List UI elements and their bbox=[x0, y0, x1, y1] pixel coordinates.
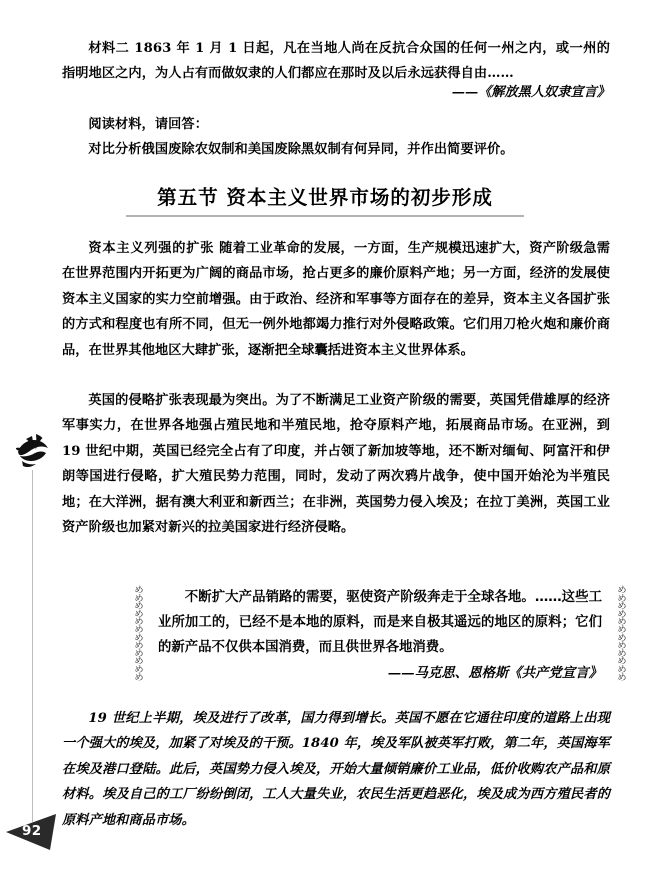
quotation-text: 不断扩大产品销路的需要，驱使资产阶级奔走于全球各地。……这些工业所加工的，已经不是本地的原料，而是来自极其遥远的地区的原料；它们的新产品不仅供本国消费，而且供世界各地消费。 bbox=[158, 590, 602, 656]
page-number-label: 92 bbox=[22, 823, 42, 839]
section-heading-rule bbox=[126, 215, 524, 217]
margin-ornament-icon bbox=[10, 428, 56, 474]
paragraph-british-expansion: 英国的侵略扩张表现最为突出。为了不断满足工业资产阶级的需要，英国凭借雄厚的经济军事实力，在世界各地强占殖民地和半殖民地，抢夺原料产地，拓展商品市场。在亚洲，到 19 世纪中期，英国已经完全占有了印度，并占领了新加坡等地，还不断对缅甸、阿富汗和伊朗等国进行侵略，扩大殖民势力范围，同时，发动了两次鸦片战争，使中国开始沦为半殖民地；在大洋洲，据有澳大利亚和新西兰；在非洲，英国势力侵入埃及；在拉丁美洲，英国工业资产阶级也加紧对新兴的拉美国家进行经济侵略。 bbox=[62, 393, 610, 536]
ornamental-rail-right-icon bbox=[615, 583, 628, 695]
section-heading bbox=[0, 182, 650, 217]
material-excerpt-text: 材料二 1863 年 1 月 1 日起，凡在当地人尚在反抗合众国的任何一州之内，或一州的指明地区之内，为人占有而做奴隶的人们都应在那时及以后永远获得自由…… bbox=[62, 41, 610, 82]
rail-motif-left: めめめめめめめめめめめめ bbox=[134, 586, 143, 683]
reading-prompt-line-1: 阅读材料，请回答： bbox=[88, 117, 208, 132]
quotation-attribution: ——马克思、恩格斯《共产党宣言》 bbox=[387, 665, 602, 681]
material-attribution: ——《解放黑人奴隶宣言》 bbox=[451, 85, 610, 100]
ornamental-rail-left-icon bbox=[132, 583, 145, 695]
paragraph-capitalist-powers-expansion bbox=[62, 236, 610, 363]
paragraph-egypt-reform: 19 世纪上半期，埃及进行了改革，国力得到增长。英国不愿在它通往印度的道路上出现一个强大的埃及，加紧了对埃及的干预。1840 年，埃及军队被英军打败，第二年，英国海军在埃及港口登陆。此后，英国势力侵入埃及，开始大量倾销廉价工业品，低价收购农产品和原材料。埃及自己的工厂纷纷倒闭，工人大量失业，农民生活更趋恶化，埃及成为西方殖民者的原料产地和商品市场。 bbox=[62, 711, 610, 828]
margin-stem-line bbox=[32, 470, 33, 822]
quotation-box bbox=[132, 583, 628, 695]
paragraph-1-body: 随着工业革命的发展，一方面，生产规模迅速扩大，资产阶级急需在世界范围内开拓更为广阔的商品市场，抢占更多的廉价原料产地；另一方面，经济的发展使资本主义国家的实力空前增强。由于政治、经济和军事等方面存在的差异，资本主义各国扩张的方式和程度也有所不同，但无一例外地都竭力推行对外侵略政策。它们用刀枪火炮和廉价商品，在世界其他地区大肆扩张，逐渐把全球囊括进资本主义世界体系。 bbox=[62, 241, 610, 358]
rail-motif-right: めめめめめめめめめめめめ bbox=[617, 586, 626, 683]
page-number-badge bbox=[6, 812, 60, 852]
paragraph-lead-term: 资本主义列强的扩张 bbox=[88, 241, 215, 256]
reading-prompt-line-2: 对比分析俄国废除农奴制和美国废除黑奴制有何异同，并作出简要评价。 bbox=[88, 142, 514, 157]
section-heading-text: 第五节 资本主义世界市场的初步形成 bbox=[157, 186, 493, 209]
